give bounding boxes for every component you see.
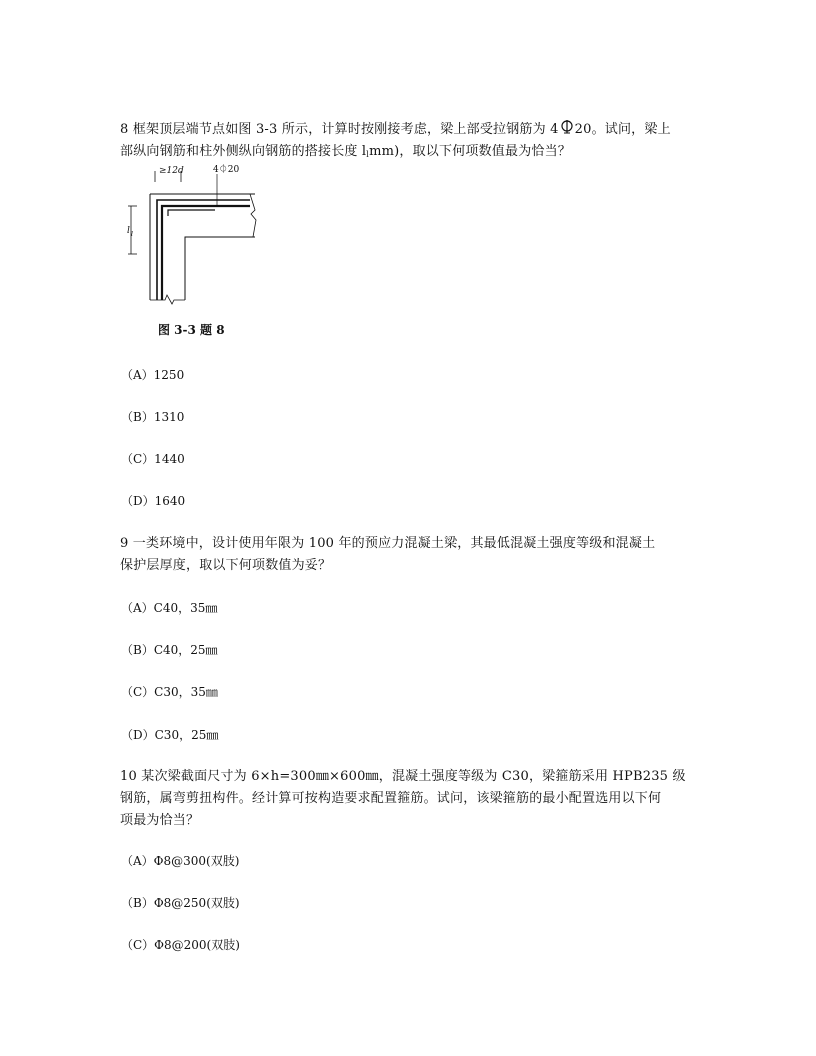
question-9-option-d: （D）C30，25㎜ (121, 728, 219, 742)
question-8-option-b: （B）1310 (121, 410, 185, 424)
question-8-line-1: 8 框架顶层端节点如图 3-3 所示，计算时按刚接考虑，梁上部受拉钢筋为 4 20。试问，梁上 (120, 122, 671, 137)
figure-label-12d: ≥12d (159, 166, 184, 176)
question-10-line-2: 钢筋，属弯剪扭构件。经计算可按构造要求配置箍筋。试问，该梁箍筋的最小配置选用以下何 (120, 791, 662, 806)
figure-label-ll: l (127, 226, 130, 236)
question-8-option-a: （A）1250 (121, 368, 185, 382)
question-8-text (120, 119, 700, 166)
figure-3-3 (125, 160, 275, 340)
figure-label-ll-sub: l (131, 231, 133, 238)
question-10-option-a: （A）Φ8@300(双肢) (121, 854, 240, 868)
rebar-grade-icon (559, 120, 575, 133)
question-8-option-c: （C）1440 (121, 452, 185, 466)
question-9-option-b: （B）C40，25㎜ (121, 643, 218, 657)
figure-caption: 图 3-3 题 8 (158, 323, 225, 337)
question-9-line-2: 保护层厚度，取以下何项数值为妥？ (120, 558, 332, 573)
question-9-option-a: （A）C40，35㎜ (121, 601, 218, 615)
question-10-option-b: （B）Φ8@250(双肢) (121, 896, 240, 910)
question-9-text (120, 533, 700, 577)
question-10-option-c: （C）Φ8@200(双肢) (121, 938, 240, 952)
question-10-text (120, 766, 700, 832)
question-9-option-c: （C）C30，35㎜ (121, 685, 218, 699)
question-10-line-1: 10 某次梁截面尺寸为 6×h=300㎜×600㎜，混凝土强度等级为 C30，梁箍筋采用 HPB235 级 (120, 769, 686, 784)
figure-label-4phi20: 4⏀20 (213, 165, 240, 175)
question-9-line-1: 9 一类环境中，设计使用年限为 100 年的预应力混凝土梁，其最低混凝土强度等级和混凝土 (120, 536, 656, 551)
question-8-line-2: 部纵向钢筋和柱外侧纵向钢筋的搭接长度 $l_lmm$)，取以下何项数值最为恰当？ (120, 144, 571, 159)
question-10-line-3: 项最为恰当？ (120, 813, 200, 828)
question-8-option-d: （D）1640 (121, 494, 186, 508)
